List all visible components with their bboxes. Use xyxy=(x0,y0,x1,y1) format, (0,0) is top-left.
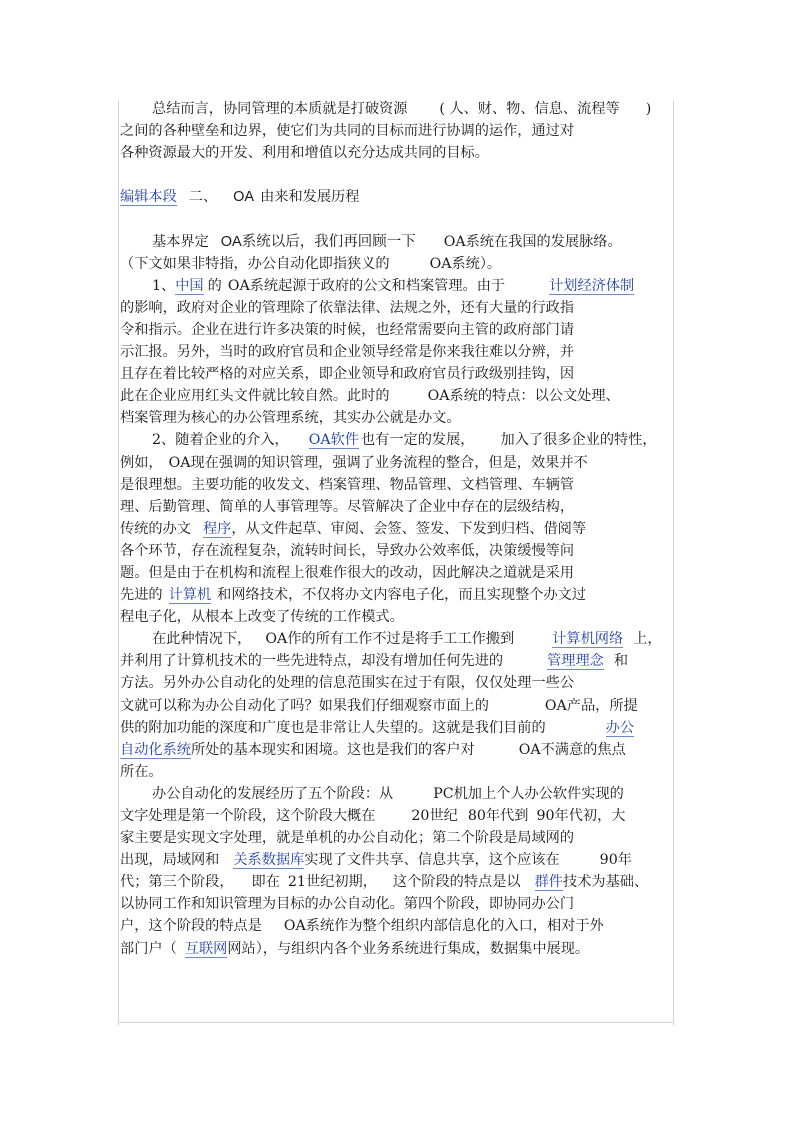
text-line: 令和指示。企业在进行许多决策的时候，也经常需要向主管的政府部门请 xyxy=(120,321,575,338)
paragraph-development xyxy=(120,429,668,628)
text-line: 自动化系统所处的基本现实和困境。这也是我们的客户对 OA不满意的焦点 xyxy=(120,741,626,758)
section-heading: 编辑本段 二、 OA 由来和发展历程 xyxy=(120,189,360,206)
paragraph-origin xyxy=(120,275,668,430)
text-line: 在此种情况下， OA作的所有工作不过是将手工工作搬到 计算机网络 上， xyxy=(152,631,662,648)
text-line: 例如， OA现在强调的知识管理，强调了业务流程的整合，但是，效果并不 xyxy=(120,454,588,471)
link-planned-economy[interactable]: 计划经济体制 xyxy=(549,277,635,294)
text-line: （下文如果非特指，办公自动化即指狭义的 OA系统）。 xyxy=(120,255,502,272)
text-line: 传统的办文 程序，从文件起草、审阅、会签、签发、下发到归档、借阅等 xyxy=(120,520,587,537)
text-line: 档案管理为核心的办公管理系统，其实办公就是办文。 xyxy=(120,410,461,427)
text-line: 以协同工作和知识管理为目标的办公自动化。第四个阶段，即协同办公门 xyxy=(120,896,575,913)
text-line: 供的附加功能的深度和广度也是非常让人失望的。这就是我们目前的 办公 xyxy=(120,719,635,736)
text-line: 题。但是由于在机构和流程上很难作很大的改动，因此解决之道就是采用 xyxy=(120,564,575,581)
text-line: 文就可以称为办公自动化了吗？如果我们仔细观察市面上的 OA产品，所提 xyxy=(120,697,638,714)
text-line: 家主要是实现文字处理，就是单机的办公自动化；第二个阶段是局域网的 xyxy=(120,830,575,847)
text-line: 的影响，政府对企业的管理除了依靠法律、法规之外，还有大量的行政指 xyxy=(120,299,575,316)
text-line: 理、后勤管理、简单的人事管理等。尽管解决了企业中存在的层级结构， xyxy=(120,498,575,515)
text-line: 1、中国 的 OA系统起源于政府的公文和档案管理。由于 计划经济体制 xyxy=(152,277,635,294)
text-line: 方法。另外办公自动化的处理的信息范围实在过于有限，仅仅处理一些公 xyxy=(120,675,575,692)
text-line: 总结而言，协同管理的本质就是打破资源 ( 人、财、物、信息、流程等 ) xyxy=(152,101,652,117)
link-groupware[interactable]: 群件 xyxy=(534,874,563,891)
text-line: 各种资源最大的开发、利用和增值以充分达成共同的目标。 xyxy=(120,145,489,162)
text-line: 文字处理是第一个阶段，这个阶段大概在 20世纪 80年代到 90年代初，大 xyxy=(120,808,626,824)
link-computer-network[interactable]: 计算机网络 xyxy=(552,631,624,648)
text-line: 之间的各种壁垒和边界，使它们为共同的目标而进行协调的运作，通过对 xyxy=(120,123,575,140)
text-line: 此在企业应用红头文件就比较自然。此时的 OA系统的特点：以公文处理、 xyxy=(120,388,620,405)
text-line: 是很理想。主要功能的收发文、档案管理、物品管理、文档管理、车辆管 xyxy=(120,476,575,493)
link-china[interactable]: 中国 xyxy=(175,277,204,294)
link-relational-database[interactable]: 关系数据库 xyxy=(233,852,305,869)
text-line: 基本界定 OA系统以后，我们再回顾一下 OA系统在我国的发展脉络。 xyxy=(152,233,622,250)
paragraph-stages xyxy=(120,783,668,960)
link-office-automation-2[interactable]: 自动化系统 xyxy=(120,741,191,758)
paragraph-situation xyxy=(120,628,668,783)
page-frame-left xyxy=(118,100,119,1026)
text-line: 并利用了计算机技术的一些先进特点，却没有增加任何先进的 管理理念 和 xyxy=(120,653,629,670)
text-line: 2、随着企业的介入， OA软件 也有一定的发展， 加入了很多企业的特性， xyxy=(152,432,657,449)
link-program[interactable]: 程序 xyxy=(202,520,232,537)
text-line: 代；第三个阶段， 即在 21世纪初期， 这个阶段的特点是以 群件技术为基础、 xyxy=(120,874,649,891)
text-line: 办公自动化的发展经历了五个阶段：从 PC机加上个人办公软件实现的 xyxy=(152,785,624,802)
page-frame-bottom xyxy=(118,1022,674,1023)
text-line: 先进的 计算机 和网络技术，不仅将办文内容电子化，而且实现整个办文过 xyxy=(120,587,587,604)
edit-section-link[interactable]: 编辑本段 xyxy=(120,189,177,206)
page-frame-right xyxy=(673,100,674,1026)
link-internet[interactable]: 互联网 xyxy=(184,940,228,957)
text-line: 部门户（ 互联网网站），与组织内各个业务系统进行集成，数据集中展现。 xyxy=(120,940,590,957)
text-line: 出现，局域网和 关系数据库实现了文件共享、信息共享，这个应该在 90年 xyxy=(120,852,632,869)
link-oa-software[interactable]: OA软件 xyxy=(308,432,359,449)
text-line: 各个环节，存在流程复杂，流转时间长，导致办公效率低，决策缓慢等问 xyxy=(120,542,575,559)
text-line: 户，这个阶段的特点是 OA系统作为整个组织内部信息化的入口，相对于外 xyxy=(120,918,604,935)
document-body xyxy=(120,98,668,960)
link-office-automation-1[interactable]: 办公 xyxy=(605,719,635,736)
link-management-concept[interactable]: 管理理念 xyxy=(547,653,604,670)
text-line: 示汇报。另外，当时的政府官员和企业领导经常是你来我往难以分辨，并 xyxy=(120,344,575,361)
text-line: 且存在着比较严格的对应关系，即企业领导和政府官员行政级别挂钩，因 xyxy=(120,366,575,383)
paragraph-definition xyxy=(120,231,668,275)
text-line: 所在。 xyxy=(120,763,163,780)
text-line: 程电子化，从根本上改变了传统的工作模式。 xyxy=(120,609,404,626)
paragraph-summary xyxy=(120,98,668,164)
link-computer[interactable]: 计算机 xyxy=(168,587,212,604)
